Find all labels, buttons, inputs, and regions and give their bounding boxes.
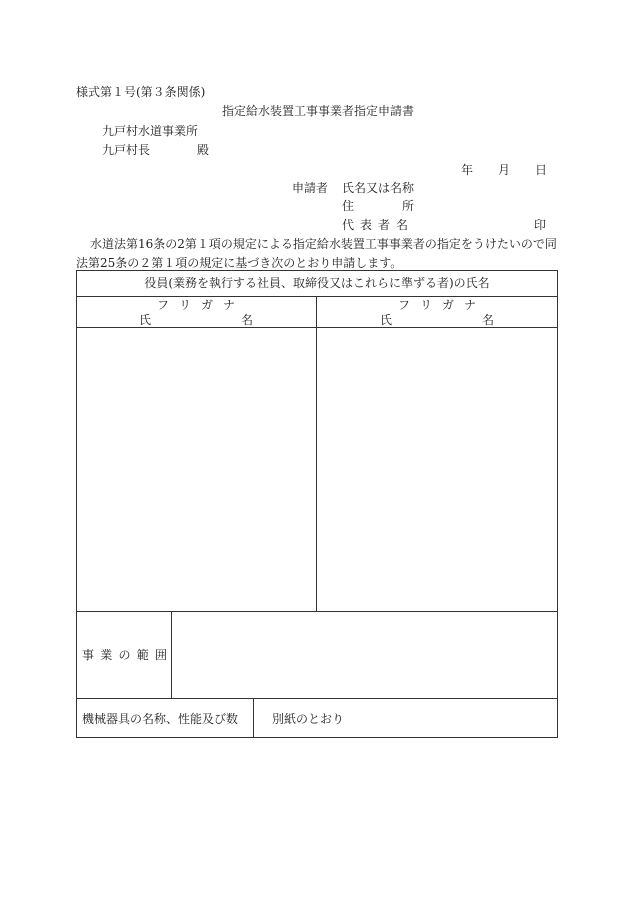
date-year: 年 <box>461 163 474 177</box>
address-char: 所 <box>401 199 414 213</box>
table-equipment-divider <box>76 698 558 699</box>
body-text-line2: 法第25条の２第１項の規定に基づき次のとおり申請します。 <box>76 256 403 270</box>
seal-mark: 印 <box>534 218 547 232</box>
representative-char: 者 <box>377 218 390 232</box>
table-border-bottom <box>76 737 558 738</box>
name-label-left <box>139 313 253 327</box>
furigana-char: ガ <box>200 298 213 312</box>
address-char: 住 <box>342 199 355 213</box>
applicant-label: 申請者 <box>292 181 329 195</box>
form-number: 様式第１号(第３条関係) <box>76 85 206 99</box>
name-char: 氏 <box>139 313 152 327</box>
scope-char: 業 <box>100 648 113 662</box>
name-char: 名 <box>240 313 253 327</box>
furigana-char: ナ <box>222 298 235 312</box>
table-column-divider <box>316 296 317 611</box>
scope-char: 囲 <box>154 648 167 662</box>
table-border-left <box>76 270 77 738</box>
furigana-char: ガ <box>441 298 454 312</box>
addressee-office: 九戸村水道事業所 <box>102 124 199 138</box>
name-label-right <box>380 313 494 327</box>
equipment-label: 機械器具の名称、性能及び数 <box>82 712 239 726</box>
name-char: 名 <box>481 313 494 327</box>
equipment-label-divider <box>253 698 254 738</box>
scope-char: の <box>118 648 131 662</box>
scope-char: 事 <box>82 648 95 662</box>
scope-label-divider <box>171 611 172 699</box>
scope-label <box>82 648 167 662</box>
date-day: 日 <box>535 163 548 177</box>
representative-char: 名 <box>395 218 408 232</box>
document-title: 指定給水装置工事事業者指定申請書 <box>222 104 415 118</box>
table-border-top <box>76 270 558 271</box>
applicant-name-label: 氏名又は名称 <box>342 181 415 195</box>
furigana-char: フ <box>398 298 411 312</box>
body-text-line1: 水道法第16条の2第１項の規定による指定給水装置工事事業者の指定をうけたいので同 <box>90 237 557 251</box>
representative-char: 代 <box>342 218 355 232</box>
addressee-honorific: 殿 <box>197 143 210 157</box>
furigana-char: ナ <box>463 298 476 312</box>
addressee-mayor: 九戸村長 <box>102 143 151 157</box>
furigana-char: リ <box>419 298 432 312</box>
furigana-label-left <box>157 298 235 312</box>
equipment-value: 別紙のとおり <box>272 712 345 726</box>
name-char: 氏 <box>380 313 393 327</box>
applicant-address-label <box>342 199 414 213</box>
table-subheader-divider <box>76 327 558 328</box>
date-month: 月 <box>498 163 511 177</box>
representative-char: 表 <box>359 218 372 232</box>
table-header-divider <box>76 296 558 297</box>
furigana-label-right <box>398 298 476 312</box>
furigana-char: リ <box>178 298 191 312</box>
furigana-char: フ <box>157 298 170 312</box>
table-scope-divider <box>76 611 558 612</box>
table-border-right <box>557 270 558 738</box>
applicant-representative-label <box>342 218 408 232</box>
scope-char: 範 <box>136 648 149 662</box>
officers-header: 役員(業務を執行する社員、取締役又はこれらに準ずる者)の氏名 <box>144 276 490 290</box>
